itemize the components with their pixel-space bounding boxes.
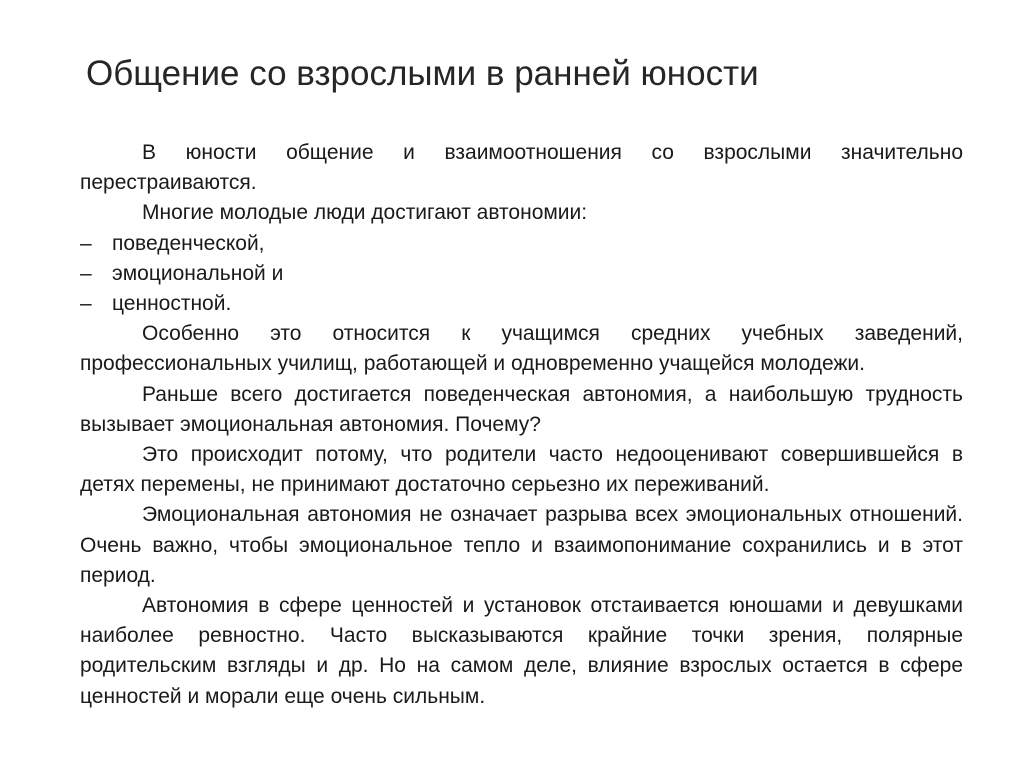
paragraph: Автономия в сфере ценностей и установок отстаивается юношами и девушками наиболее ревностно. Часто высказываются крайние точки зрения, полярные родительским взгляды и др. Но на самом деле, влияние взрослых остается в сфере ценностей и морали еще очень сильным. xyxy=(80,594,963,708)
list-item xyxy=(80,229,963,259)
paragraph: Многие молодые люди достигают автономии: xyxy=(142,201,588,225)
paragraph: Эмоциональная автономия не означает разрыва всех эмоциональных отношений. Очень важно, чтобы эмоциональное тепло и взаимопонимание сохранились и в этот период. xyxy=(80,503,963,587)
dash-bullet-icon: – xyxy=(80,231,92,255)
paragraph: В юности общение и взаимоотношения со взрослыми значительно перестраиваются. xyxy=(80,141,963,195)
dash-bullet-icon: – xyxy=(80,292,92,316)
slide-title: Общение со взрослыми в ранней юности xyxy=(86,54,759,93)
autonomy-list xyxy=(80,229,963,320)
list-item-text: ценностной. xyxy=(112,292,232,316)
paragraph: Раньше всего достигается поведенческая автономия, а наибольшую трудность вызывает эмоциональная автономия. Почему? xyxy=(80,382,963,436)
paragraph: Особенно это относится к учащимся средних учебных заведений, профессиональных училищ, работающей и одновременно учащейся молодежи. xyxy=(80,322,963,376)
list-item xyxy=(80,289,963,319)
list-item-text: поведенческой, xyxy=(112,231,265,255)
dash-bullet-icon: – xyxy=(80,261,92,285)
slide-body xyxy=(80,138,963,712)
paragraph: Это происходит потому, что родители часто недооценивают совершившейся в детях перемены, не принимают достаточно серьезно их переживаний. xyxy=(80,443,963,497)
list-item xyxy=(80,259,963,289)
list-item-text: эмоциональной и xyxy=(112,261,284,285)
